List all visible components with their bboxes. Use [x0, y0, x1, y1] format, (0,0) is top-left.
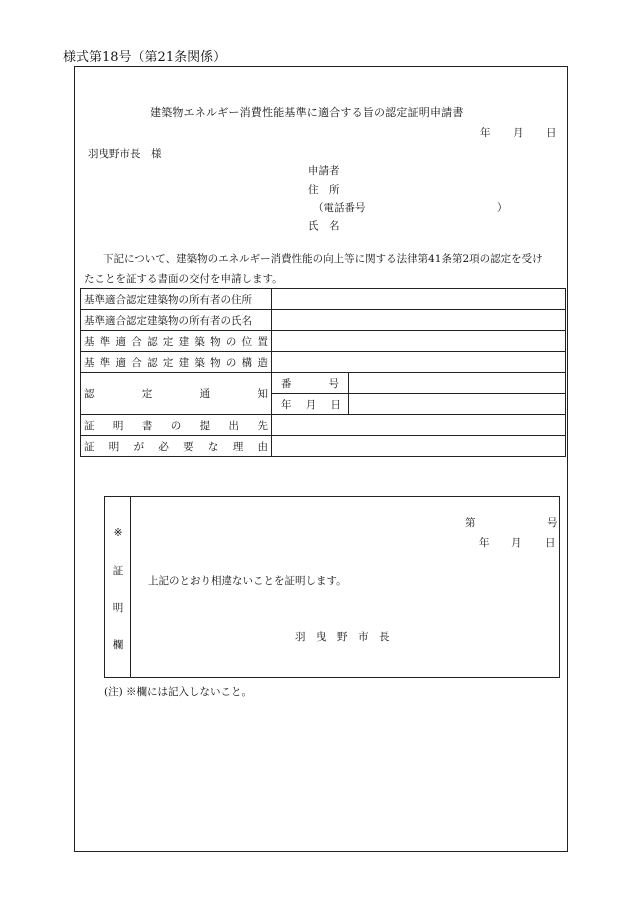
submission-destination-label: 証 明 書 の 提 出 先 — [81, 415, 272, 436]
header-year-label: 年 — [480, 127, 491, 139]
certification-notice-label: 認 定 通 知 — [81, 373, 272, 415]
cert-month-label: 月 — [511, 537, 522, 549]
notice-date-field[interactable] — [349, 394, 566, 415]
form-number-label: 様式第18号（第21条関係） — [63, 50, 227, 65]
submission-destination-field[interactable] — [272, 415, 566, 436]
cert-column-char-1: 証 — [112, 565, 124, 577]
cert-day-label: 日 — [545, 537, 556, 549]
notice-number-field[interactable] — [349, 373, 566, 394]
addressee: 羽曳野市長 様 — [88, 148, 162, 160]
cert-mayor: 羽 曳 野 市 長 — [295, 631, 390, 643]
cert-number-suffix: 号 — [547, 517, 558, 529]
table-row-destination — [81, 415, 566, 436]
structure-label: 基 準 適 合 認 定 建 築 物 の 構 造 — [81, 352, 272, 373]
applicant-name-label: 氏 名 — [308, 220, 340, 232]
table-row-notice-number — [81, 373, 566, 394]
table-row-structure — [81, 352, 566, 373]
notice-date-label: 年 月 日 — [272, 394, 349, 415]
location-field[interactable] — [272, 331, 566, 352]
header-month-label: 月 — [513, 127, 524, 139]
footnote: (注) ※欄には記入しないこと。 — [104, 686, 253, 698]
certification-reason-field[interactable] — [272, 436, 566, 457]
cert-column-char-2: 明 — [112, 602, 124, 614]
structure-field[interactable] — [272, 352, 566, 373]
certification-box-label-column — [105, 497, 131, 677]
cert-number-prefix: 第 — [465, 517, 476, 529]
applicant-phone-close: ） — [497, 202, 508, 214]
cert-statement: 上記のとおり相違ないことを証明します。 — [148, 575, 347, 587]
request-text-line1: 下記について、建築物のエネルギー消費性能の向上等に関する法律第41条第2項の認定を受け — [103, 253, 543, 265]
applicant-address-label: 住 所 — [308, 184, 340, 196]
owner-name-label: 基準適合認定建築物の所有者の氏名 — [81, 310, 272, 331]
owner-name-field[interactable] — [272, 310, 566, 331]
document-title: 建築物エネルギー消費性能基準に適合する旨の認定証明申請書 — [150, 106, 464, 119]
cert-year-label: 年 — [479, 537, 490, 549]
owner-address-field[interactable] — [272, 289, 566, 310]
notice-number-label: 番 号 — [272, 373, 349, 394]
table-row-owner-name — [81, 310, 566, 331]
request-text-line2: たことを証する書面の交付を申請します。 — [84, 273, 283, 285]
table-row-reason — [81, 436, 566, 457]
office-use-marker: ※ — [113, 527, 123, 539]
application-table — [80, 288, 566, 457]
location-label: 基 準 適 合 認 定 建 築 物 の 位 置 — [81, 331, 272, 352]
cert-column-char-3: 欄 — [112, 639, 124, 651]
certification-reason-label: 証 明 が 必 要 な 理 由 — [81, 436, 272, 457]
header-day-label: 日 — [546, 127, 557, 139]
applicant-label: 申請者 — [308, 165, 340, 177]
applicant-phone-label: （電話番号 — [313, 202, 366, 214]
table-row-owner-address — [81, 289, 566, 310]
table-row-location — [81, 331, 566, 352]
owner-address-label: 基準適合認定建築物の所有者の住所 — [81, 289, 272, 310]
certification-box — [104, 496, 560, 678]
